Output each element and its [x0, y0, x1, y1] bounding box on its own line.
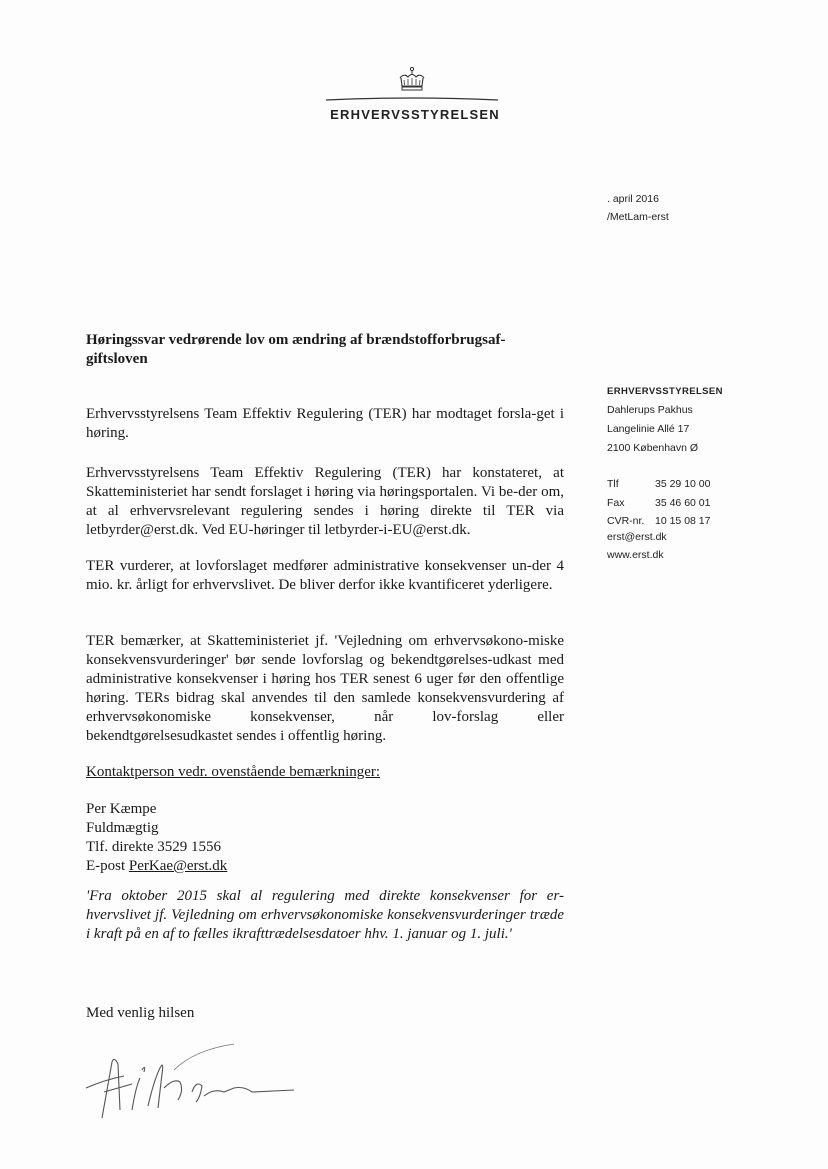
- signature-image: [84, 1040, 304, 1120]
- regulation-quote: 'Fra oktober 2015 skal al regulering med direkte konsekvenser for er-hvervslivet jf. Vejledning om erhvervsøkonomiske konsekvensvurderinger træde i kraft på en af to fælles ikrafttrædelsesdatoer hhv. 1. januar og 1. juli.': [86, 888, 564, 942]
- letter-subject: Høringssvar vedrørende lov om ændring af brændstofforbrugsaf-giftsloven: [86, 332, 506, 367]
- fax-label: Fax: [607, 496, 625, 509]
- body-paragraph: TER bemærker, at Skatteministeriet jf. 'Vejledning om erhvervsøkono-miske konsekvensvurderinger' bør sende lovforslag og bekendtgørelses-udkast med administrative konsekvenser i høring hos TER senest 6 uger før den offentlige høring. TERs bidrag skal anvendes til den samlede konsekvensvurdering af erhvervsøkonomiske konsekvenser, når lov-forslag eller bekendtgørelsesudkastet sendes i offentlig høring.: [86, 633, 564, 744]
- address-line: Dahlerups Pakhus: [607, 404, 693, 416]
- cvr-value: 10 15 08 17: [655, 515, 711, 527]
- phone-label: Tlf: [607, 478, 619, 490]
- contact-person: [86, 800, 227, 876]
- closing-phrase: Med venlig hilsen: [86, 1005, 195, 1021]
- phone-row: [607, 475, 710, 494]
- sender-email: erst@erst.dk: [607, 531, 667, 543]
- contact-heading: Kontaktperson vedr. ovenstående bemærkninger:: [86, 764, 381, 780]
- letter-reference: /MetLam-erst: [607, 211, 669, 223]
- contact-email-line: [86, 857, 227, 876]
- phone-value: 35 29 10 00: [655, 478, 711, 490]
- logo-text: ERHVERVSSTYRELSEN: [330, 107, 500, 122]
- contact-title: Fuldmægtig: [86, 820, 159, 836]
- sender-address: [607, 382, 807, 458]
- letter-date: . april 2016: [607, 193, 659, 205]
- sender-website: www.erst.dk: [607, 549, 664, 561]
- body-paragraph: TER vurderer, at lovforslaget medfører administrative konsekvenser un-der 4 mio. kr. årligt for erhvervslivet. De bliver derfor ikke kvantificeret yderligere.: [86, 558, 564, 593]
- body-paragraph: Erhvervsstyrelsens Team Effektiv Regulering (TER) har konstateret, at Skatteministeriet har sendt forslaget i høring via høringsportalen. Vi be-der om, at al erhvervsrelevant regulering sendes i høring direkte til TER via letbyrder@erst.dk. Ved EU-høringer til letbyrder-i-EU@erst.dk.: [86, 465, 564, 538]
- logo-divider: [326, 96, 498, 102]
- cvr-label: CVR-nr.: [607, 515, 645, 527]
- contact-email-prefix: E-post: [86, 858, 129, 874]
- address-line: 2100 København Ø: [607, 442, 699, 454]
- crown-icon: [394, 66, 430, 94]
- fax-value: 35 46 60 01: [655, 496, 711, 509]
- sender-org: ERHVERVSSTYRELSEN: [607, 386, 723, 397]
- address-line: Langelinie Allé 17: [607, 423, 690, 435]
- contact-email-link[interactable]: PerKae@erst.dk: [128, 858, 228, 874]
- contact-name: Per Kæmpe: [86, 801, 157, 817]
- fax-row: [607, 494, 710, 513]
- body-paragraph: Erhvervsstyrelsens Team Effektiv Regulering (TER) har modtaget forsla-get i høring.: [86, 406, 564, 441]
- contact-phone: Tlf. direkte 3529 1556: [86, 839, 221, 855]
- cvr-row: [607, 512, 710, 531]
- sender-contact-table: [607, 475, 710, 531]
